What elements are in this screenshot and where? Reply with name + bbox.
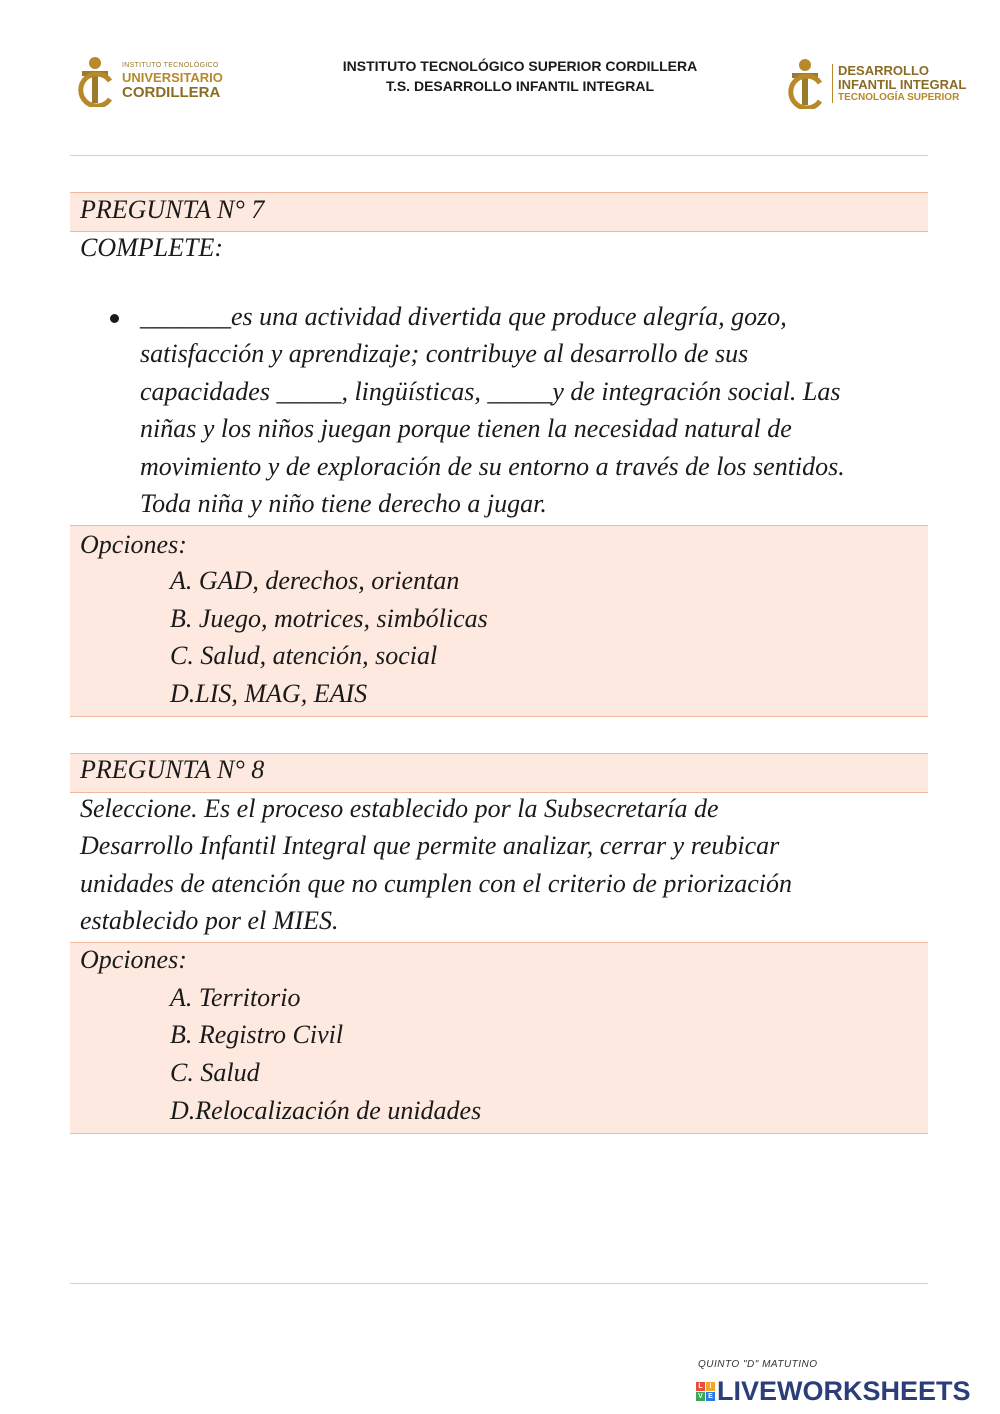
footer-divider — [70, 1283, 928, 1284]
question-7-text-line: capacidades _____, lingüísticas, _____y de integración social. Las — [140, 377, 841, 406]
cordillera-logo-icon — [782, 57, 828, 109]
logo-line-1: DESARROLLO — [838, 62, 929, 78]
question-7-instruction: COMPLETE: — [80, 233, 223, 262]
brand-letter-i: I — [706, 1382, 715, 1391]
bullet-icon — [110, 314, 119, 323]
question-7-option-b[interactable]: B. Juego, motrices, simbólicas — [170, 604, 488, 633]
header-title-line-1: INSTITUTO TECNOLÓGICO SUPERIOR CORDILLERA — [342, 58, 698, 74]
header-title-line-2: T.S. DESARROLLO INFANTIL INTEGRAL — [385, 78, 655, 94]
liveworksheets-wordmark: LIVEWORKSHEETS — [717, 1376, 971, 1406]
footer-class-note: QUINTO "D" MATUTINO — [698, 1359, 818, 1370]
question-7-text-line: satisfacción y aprendizaje; contribuye al desarrollo de sus — [140, 339, 749, 368]
program-logo — [782, 57, 966, 109]
brand-letter-e: E — [706, 1392, 715, 1401]
brand-letter-v: V — [696, 1392, 705, 1401]
question-8-option-c[interactable]: C. Salud — [170, 1058, 260, 1087]
question-7-options-label: Opciones: — [80, 530, 187, 559]
question-7-text-line: niñas y los niños juegan porque tienen la necesidad natural de — [140, 414, 792, 443]
liveworksheets-logo-icon — [696, 1382, 715, 1401]
logo-line-2: UNIVERSITARIO — [122, 70, 223, 85]
cordillera-logo-icon — [72, 55, 118, 107]
question-7-text-line: movimiento y de exploración de su entorno a través de los sentidos. — [140, 452, 845, 481]
logo-line-2: INFANTIL INTEGRAL — [838, 76, 967, 92]
question-7-heading: PREGUNTA N° 7 — [80, 195, 265, 224]
question-8-options-label: Opciones: — [80, 945, 187, 974]
brand-letter-l: L — [696, 1382, 705, 1391]
header-divider — [70, 155, 928, 156]
institute-logo — [72, 55, 223, 107]
question-8-text-line: unidades de atención que no cumplen con el criterio de priorización — [80, 869, 792, 898]
logo-line-3: CORDILLERA — [122, 84, 221, 101]
question-8-option-b[interactable]: B. Registro Civil — [170, 1020, 344, 1049]
question-8-heading: PREGUNTA N° 8 — [80, 755, 265, 784]
question-7-text-line: Toda niña y niño tiene derecho a jugar. — [140, 489, 547, 518]
liveworksheets-brand[interactable] — [696, 1376, 971, 1407]
question-7-option-c[interactable]: C. Salud, atención, social — [170, 641, 438, 670]
logo-line-3: TECNOLOGÍA SUPERIOR — [838, 91, 960, 103]
logo-line-1: INSTITUTO TECNOLÓGICO — [122, 62, 219, 69]
question-7-text-line: _______es una actividad divertida que produce alegría, gozo, — [140, 302, 787, 331]
question-7-option-d[interactable]: D.LIS, MAG, EAIS — [170, 679, 368, 708]
question-8-text-line: Desarrollo Infantil Integral que permite analizar, cerrar y reubicar — [80, 831, 780, 860]
question-8-text-line: Seleccione. Es el proceso establecido por la Subsecretaría de — [80, 794, 719, 823]
question-8-option-d[interactable]: D.Relocalización de unidades — [170, 1096, 482, 1125]
question-8-text-line: establecido por el MIES. — [80, 906, 339, 935]
question-7-option-a[interactable]: A. GAD, derechos, orientan — [170, 566, 460, 595]
question-8-option-a[interactable]: A. Territorio — [170, 983, 301, 1012]
